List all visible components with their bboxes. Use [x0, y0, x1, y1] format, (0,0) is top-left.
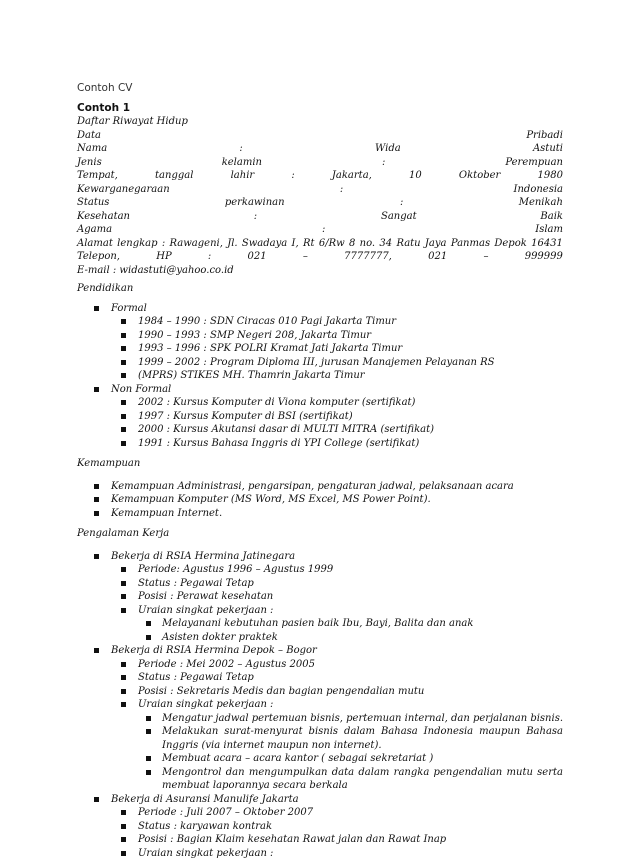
bullet-icon: [146, 770, 151, 775]
personal-data-word: 34: [379, 237, 392, 251]
example-heading: Contoh 1: [77, 102, 563, 115]
bullet-icon: [121, 851, 126, 856]
list-item-text: Bekerja di RSIA Hermina Jatinegara: [111, 551, 295, 562]
skill-item: [77, 480, 563, 494]
bullet-icon: [146, 756, 151, 761]
personal-data-word: Islam: [535, 223, 563, 237]
list-item-text: Posisi : Sekretaris Medis dan bagian pengendalian mutu: [138, 686, 424, 697]
personal-data-word: perkawinan: [225, 196, 285, 210]
personal-data-word: :: [162, 237, 165, 251]
list-item-text: 1984 – 1990 : SDN Ciracas 010 Pagi Jakarta Timur: [138, 316, 396, 327]
formal-education-item: [77, 342, 563, 356]
personal-data-word: Baik: [540, 210, 563, 224]
list-item-text: 2000 : Kursus Akutansi dasar di MULTI MITRA (sertifikat): [138, 424, 434, 435]
personal-data-word: kelamin: [222, 156, 262, 170]
job-detail-item: [77, 847, 563, 860]
list-item-text: Asisten dokter praktek: [162, 632, 278, 643]
list-item-text: Status : karyawan kontrak: [138, 821, 272, 832]
personal-data-word: Jl.: [227, 237, 237, 251]
list-item-text: Bekerja di RSIA Hermina Depok – Bogor: [111, 645, 317, 656]
bullet-icon: [121, 567, 126, 572]
list-item-text: 1993 – 1996 : SPK POLRI Kramat Jati Jakarta Timur: [138, 343, 402, 354]
personal-data-word: Status: [77, 196, 109, 210]
bullet-icon: [121, 373, 126, 378]
bullet-icon: [121, 824, 126, 829]
personal-data-word: –: [303, 250, 308, 264]
job-detail-item: [77, 833, 563, 847]
personal-data-word: :: [254, 210, 257, 224]
personal-data-line: [77, 223, 563, 237]
nonformal-education-item: [77, 423, 563, 437]
list-item-text: 1999 – 2002 : Program Diploma III, jurusan Manajemen Pelayanan RS: [138, 357, 494, 368]
cv-subheading: Daftar Riwayat Hidup: [77, 115, 563, 129]
personal-data-word: Telepon,: [77, 250, 120, 264]
bullet-icon: [94, 554, 99, 559]
formal-education-item: [77, 315, 563, 329]
bullet-icon: [94, 497, 99, 502]
personal-data-word: 021: [248, 250, 267, 264]
bullet-icon: [121, 810, 126, 815]
bullet-icon: [121, 608, 126, 613]
personal-data-line: [77, 142, 563, 156]
formal-education-item: [77, 356, 563, 370]
personal-data-word: Sangat: [381, 210, 417, 224]
personal-data-line: [77, 129, 563, 143]
personal-data-word: Kesehatan: [77, 210, 130, 224]
personal-data-word: Rt: [303, 237, 315, 251]
personal-data-word: Agama: [77, 223, 112, 237]
bullet-icon: [94, 306, 99, 311]
bullet-icon: [121, 360, 126, 365]
job-detail-item: [77, 671, 563, 685]
personal-data-block: [77, 129, 563, 264]
bullet-icon: [94, 797, 99, 802]
personal-data-word: lahir: [231, 169, 255, 183]
job-detail-item: [77, 806, 563, 820]
personal-data-line: [77, 210, 563, 224]
list-item-text: 1997 : Kursus Komputer di BSI (sertifikat): [138, 411, 353, 422]
personal-data-word: I,: [292, 237, 299, 251]
formal-education-item: [77, 329, 563, 343]
personal-data-line: [77, 169, 563, 183]
personal-data-word: Astuti: [533, 142, 563, 156]
personal-data-word: Ratu: [396, 237, 420, 251]
personal-data-word: Swadaya: [242, 237, 287, 251]
list-item-text: 1991 : Kursus Bahasa Inggris di YPI College (sertifikat): [138, 438, 419, 449]
nonformal-education-list: [77, 396, 563, 450]
personal-data-word: Wida: [375, 142, 401, 156]
job-item: [77, 644, 563, 658]
personal-data-word: HP: [156, 250, 171, 264]
nonformal-sublist: [77, 396, 563, 450]
bullet-icon: [121, 333, 126, 338]
personal-data-line: [77, 156, 563, 170]
bullet-icon: [121, 441, 126, 446]
personal-data-word: 16431: [531, 237, 563, 251]
bullet-icon: [121, 594, 126, 599]
list-item-text: 2002 : Kursus Komputer di Viona komputer (sertifikat): [138, 397, 415, 408]
bullet-icon: [121, 702, 126, 707]
document-title: Contoh CV: [77, 82, 563, 95]
personal-data-word: Jaya: [425, 237, 447, 251]
personal-data-word: –: [483, 250, 488, 264]
personal-data-word: :: [239, 142, 242, 156]
list-item-text: Uraian singkat pekerjaan :: [138, 605, 273, 616]
bullet-icon: [94, 511, 99, 516]
bullet-icon: [94, 648, 99, 653]
list-item-text: 1990 – 1993 : SMP Negeri 208, Jakarta Timur: [138, 330, 371, 341]
formal-label: Formal: [111, 303, 147, 314]
bullet-icon: [146, 729, 151, 734]
personal-data-line: [77, 183, 563, 197]
bullet-icon: [146, 716, 151, 721]
list-item-text: Posisi : Bagian Klaim kesehatan Rawat jalan dan Rawat Inap: [138, 834, 446, 845]
personal-data-word: Panmas: [451, 237, 490, 251]
list-item-text: Membuat acara – acara kantor ( sebagai sekretariat ): [162, 753, 433, 764]
bullet-icon: [146, 635, 151, 640]
formal-education-list: [77, 315, 563, 383]
list-item-text: Mengontrol dan mengumpulkan data dalam rangka pengendalian mutu serta membuat laporannya secara berkala: [162, 767, 563, 792]
section-title-pengalaman: Pengalaman Kerja: [77, 527, 563, 541]
personal-data-word: :: [322, 223, 325, 237]
bullet-icon: [121, 319, 126, 324]
bullet-icon: [121, 400, 126, 405]
personal-data-word: 7777777,: [344, 250, 392, 264]
list-item-text: Uraian singkat pekerjaan :: [138, 848, 273, 859]
list-item-text: Periode: Agustus 1996 – Agustus 1999: [138, 564, 333, 575]
cv-page: [77, 82, 563, 860]
job-task-item: [77, 712, 563, 726]
list-item-text: Mengatur jadwal pertemuan bisnis, pertemuan internal, dan perjalanan bisnis.: [162, 713, 563, 724]
personal-data-line: [77, 196, 563, 210]
bullet-icon: [121, 427, 126, 432]
job-detail-item: [77, 590, 563, 604]
list-item-text: Kemampuan Internet.: [111, 508, 222, 519]
personal-data-word: 6/Rw: [319, 237, 345, 251]
bullet-icon: [121, 414, 126, 419]
personal-data-word: 8: [349, 237, 355, 251]
list-item-text: Periode : Mei 2002 – Agustus 2005: [138, 659, 315, 670]
education-list: [77, 302, 563, 451]
bullet-icon: [121, 346, 126, 351]
personal-data-word: 10: [409, 169, 422, 183]
list-item-text: Status : Pegawai Tetap: [138, 672, 254, 683]
personal-data-word: :: [382, 156, 385, 170]
personal-data-word: Depok: [494, 237, 526, 251]
personal-data-word: Nama: [77, 142, 107, 156]
personal-data-line: [77, 250, 563, 264]
list-item-text: Melakukan surat-menyurat bisnis dalam Bahasa Indonesia maupun Bahasa Inggris (via internet maupun non internet).: [162, 726, 563, 751]
bullet-icon: [94, 387, 99, 392]
list-item-text: Uraian singkat pekerjaan :: [138, 699, 273, 710]
nonformal-education-item: [77, 410, 563, 424]
skills-list: [77, 480, 563, 521]
personal-data-word: Jakarta,: [332, 169, 372, 183]
personal-data-word: tanggal: [155, 169, 193, 183]
job-task-item: [77, 631, 563, 645]
bullet-icon: [121, 662, 126, 667]
personal-data-word: Kewarganegaraan: [77, 183, 170, 197]
personal-data-word: 021: [428, 250, 447, 264]
email-line: E-mail : widastuti@yahoo.co.id: [77, 264, 563, 278]
personal-data-word: Alamat: [77, 237, 113, 251]
skill-item: [77, 507, 563, 521]
list-item-text: Posisi : Perawat kesehatan: [138, 591, 273, 602]
section-title-pendidikan: Pendidikan: [77, 282, 563, 296]
list-item-text: Periode : Juli 2007 – Oktober 2007: [138, 807, 313, 818]
personal-data-word: Indonesia: [514, 183, 563, 197]
list-item: [77, 383, 563, 397]
personal-data-word: Jenis: [77, 156, 102, 170]
personal-data-word: Rawageni,: [170, 237, 223, 251]
personal-data-word: Menikah: [519, 196, 563, 210]
nonformal-education-item: [77, 437, 563, 451]
list-item-text: Kemampuan Administrasi, pengarsipan, pengaturan jadwal, pelaksanaan acara: [111, 481, 514, 492]
list-item-text: (MPRS) STIKES MH. Thamrin Jakarta Timur: [138, 370, 365, 381]
job-task-item: [77, 617, 563, 631]
personal-data-word: lengkap: [117, 237, 157, 251]
bullet-icon: [146, 621, 151, 626]
job-detail-item: [77, 577, 563, 591]
nonformal-label: Non Formal: [111, 384, 171, 395]
job-task-item: [77, 752, 563, 766]
bullet-icon: [121, 689, 126, 694]
job-detail-item: [77, 698, 563, 712]
personal-data-line: [77, 237, 563, 251]
personal-data-word: Perempuan: [505, 156, 563, 170]
job-task-item: [77, 725, 563, 752]
personal-data-word: :: [400, 196, 403, 210]
bullet-icon: [121, 675, 126, 680]
list-item-text: Kemampuan Komputer (MS Word, MS Excel, MS Power Point).: [111, 494, 431, 505]
list-item-text: Status : Pegawai Tetap: [138, 578, 254, 589]
job-detail-item: [77, 658, 563, 672]
formal-sublist: [77, 315, 563, 383]
nonformal-education-item: [77, 396, 563, 410]
personal-data-word: Data: [77, 129, 101, 143]
personal-data-word: 999999: [525, 250, 563, 264]
personal-data-word: :: [340, 183, 343, 197]
job-item: [77, 793, 563, 807]
personal-data-word: Tempat,: [77, 169, 118, 183]
personal-data-word: Oktober: [459, 169, 500, 183]
job-task-item: [77, 766, 563, 793]
section-title-kemampuan: Kemampuan: [77, 457, 563, 471]
job-detail-item: [77, 604, 563, 618]
list-item: [77, 302, 563, 316]
bullet-icon: [121, 581, 126, 586]
personal-data-word: Pribadi: [526, 129, 563, 143]
job-detail-item: [77, 820, 563, 834]
job-detail-item: [77, 563, 563, 577]
job-item: [77, 550, 563, 564]
bullet-icon: [94, 484, 99, 489]
skill-item: [77, 493, 563, 507]
personal-data-word: :: [291, 169, 294, 183]
personal-data-word: :: [208, 250, 211, 264]
personal-data-word: 1980: [538, 169, 563, 183]
personal-data-word: no.: [360, 237, 375, 251]
bullet-icon: [121, 837, 126, 842]
work-experience-list: [77, 550, 563, 860]
list-item-text: Bekerja di Asuransi Manulife Jakarta: [111, 794, 299, 805]
job-detail-item: [77, 685, 563, 699]
list-item-text: Melayanani kebutuhan pasien baik Ibu, Bayi, Balita dan anak: [162, 618, 473, 629]
formal-education-item: [77, 369, 563, 383]
